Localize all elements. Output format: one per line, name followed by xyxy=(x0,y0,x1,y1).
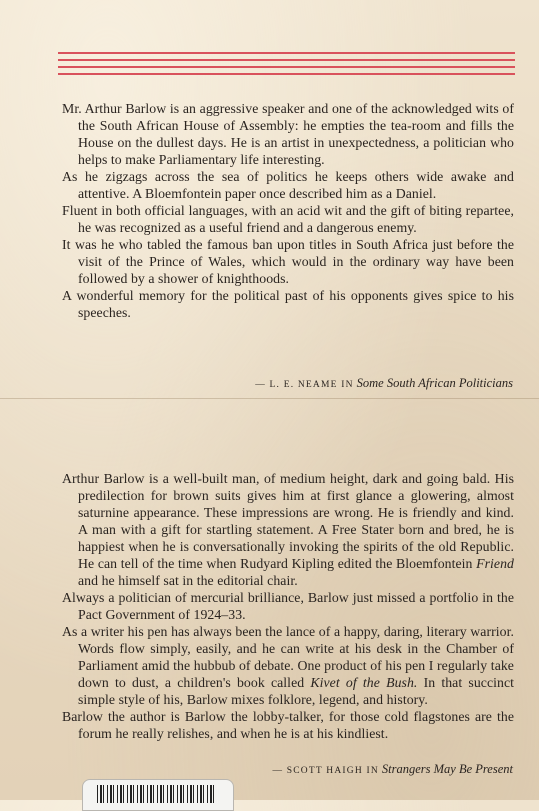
paragraph: Always a politician of mercurial brilliance, Barlow just missed a portfolio in the Pact Government of 1924–33. xyxy=(62,590,514,622)
paragraph: Fluent in both official languages, with an acid wit and the gift of biting repartee, he was recognized as a useful friend and a dangerous enemy. xyxy=(62,203,514,235)
text: Arthur Barlow is a well-built man, of medium height, dark and going bald. His predilection for brown suits gives him at first glance a glowering, almost saturnine appearance. These impressions are wrong. He is friendly and kind. A man with a gift for startling statement. A Free Stater born and bred, he is happiest when he is conversationally invoking the spirits of the old Republic. He can tell of the time when Rudyard Kipling edited the Bloemfontein xyxy=(62,471,514,571)
passage-neame xyxy=(62,100,514,321)
decorative-red-rules xyxy=(58,50,515,80)
text: As a writer his pen has always been the lance of a happy, daring, literary warrior. Words flow simply, easily, and he can write at his desk in the Chamber of Parliament amid the hubbub of debate. One product of his pen I regularly take down to dust, a children's book called xyxy=(62,624,514,690)
attribution-neame xyxy=(255,376,513,392)
rule-line xyxy=(58,73,515,75)
text: and he himself sat in the editorial chair. xyxy=(78,573,298,588)
newspaper-title: Friend xyxy=(476,556,515,571)
paragraph xyxy=(62,470,514,589)
paragraph: As he zigzags across the sea of politics he keeps others wide awake and attentive. A Bloemfontein paper once described him as a Daniel. xyxy=(62,169,514,201)
paragraph: It was he who tabled the famous ban upon titles in South Africa just before the visit of the Prince of Wales, which would in the ordinary way have been followed by a shower of knighthoods. xyxy=(62,237,514,286)
attribution-author: — L. E. NEAME IN xyxy=(255,380,354,390)
paragraph: Mr. Arthur Barlow is an aggressive speaker and one of the acknowledged wits of the South African House of Assembly: he empties the tea-room and fills the House on the dullest days. He is an artist in unexpectedness, a politician who helps to make Parliamentary life interesting. xyxy=(62,101,514,167)
barcode-icon xyxy=(97,785,217,803)
rule-line xyxy=(58,66,515,68)
paragraph: A wonderful memory for the political past of his opponents gives spice to his speeches. xyxy=(62,288,514,320)
page-fold-crease xyxy=(0,398,539,399)
rule-line xyxy=(58,52,515,54)
attribution-source-title: Some South African Politicians xyxy=(356,376,513,390)
paragraph xyxy=(62,623,514,708)
passage-haigh xyxy=(62,470,514,742)
attribution-haigh xyxy=(273,762,513,778)
attribution-source-title: Strangers May Be Present xyxy=(381,762,513,776)
book-title: Kivet of the Bush. xyxy=(310,675,418,690)
attribution-author: — SCOTT HAIGH IN xyxy=(272,766,379,776)
paragraph: Barlow the author is Barlow the lobby-talker, for those cold flagstones are the forum he really relishes, and when he is at his kindliest. xyxy=(62,709,514,741)
text: In that succinct simple style of his, Barlow mixes folklore, legend, and history. xyxy=(78,675,515,707)
rule-line xyxy=(58,59,515,61)
library-barcode-label xyxy=(82,779,234,811)
